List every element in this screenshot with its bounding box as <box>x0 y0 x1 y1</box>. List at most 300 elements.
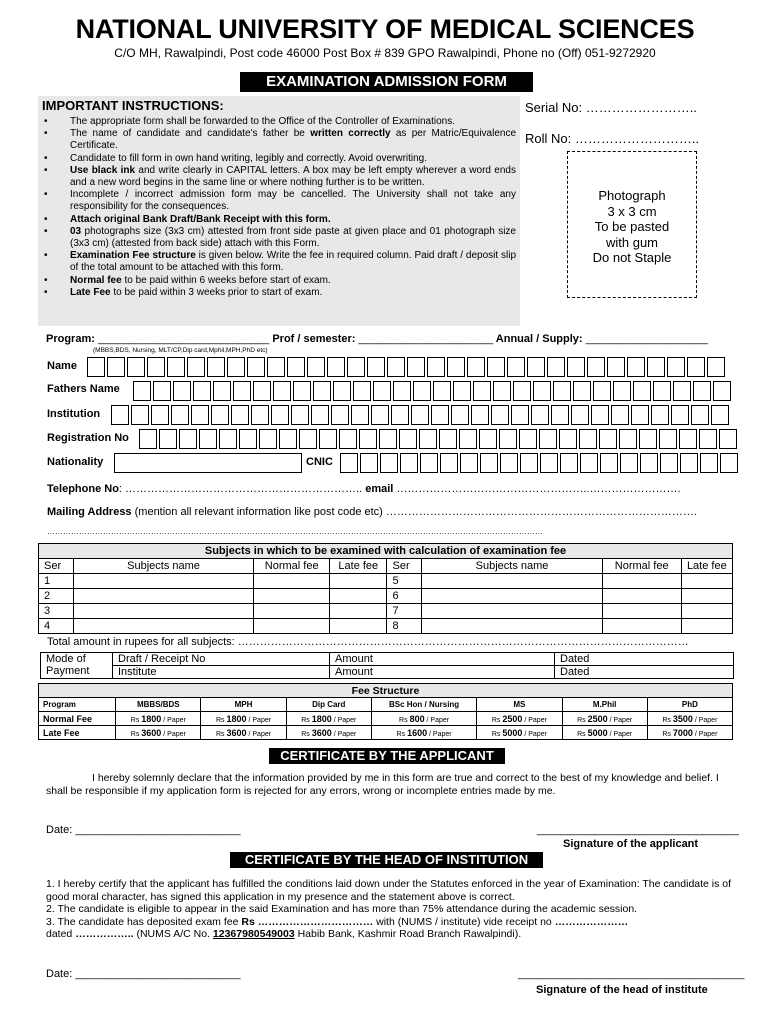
point-3-text: Habib Bank, Kashmir Road Branch Rawalpindi). <box>294 928 522 940</box>
dated-label[interactable]: Dated <box>555 666 734 679</box>
char-box[interactable] <box>299 429 317 449</box>
ser-cell: 1 <box>39 574 74 589</box>
head-signature-line[interactable]: _____________________________________ <box>518 968 745 980</box>
photo-placeholder <box>567 151 697 298</box>
amount-label[interactable]: Amount <box>330 666 555 679</box>
point-3-text: with (NUMS / institute) vide receipt no <box>373 915 555 928</box>
char-box[interactable] <box>460 453 478 473</box>
char-box[interactable] <box>611 405 629 425</box>
char-box[interactable] <box>511 405 529 425</box>
char-box[interactable] <box>367 357 385 377</box>
serial-no-field[interactable]: Serial No: …………………….. <box>525 100 697 115</box>
subject-cell[interactable] <box>422 619 602 634</box>
email-field[interactable]: ……………………………………………..……………………. <box>396 483 681 495</box>
char-box[interactable] <box>153 381 171 401</box>
char-box[interactable] <box>633 381 651 401</box>
subject-cell[interactable] <box>73 589 253 604</box>
char-box[interactable] <box>391 405 409 425</box>
fee-cell: Rs 2500 / Paper <box>562 712 647 726</box>
char-box[interactable] <box>459 429 477 449</box>
char-box[interactable] <box>691 405 709 425</box>
photo-line: with gum <box>605 234 659 250</box>
char-box[interactable] <box>531 405 549 425</box>
char-box[interactable] <box>173 381 191 401</box>
char-box[interactable] <box>640 453 658 473</box>
normal-fee-cell[interactable] <box>254 574 330 589</box>
fee-header-cell: Dip Card <box>286 698 371 712</box>
head-signature-label: Signature of the head of institute <box>536 984 708 996</box>
late-fee-cell[interactable] <box>330 589 387 604</box>
char-box[interactable] <box>591 405 609 425</box>
fee-cell: Rs 5000 / Paper <box>477 726 562 740</box>
applicant-date-field[interactable]: Date: ___________________________ <box>46 824 241 836</box>
char-box[interactable] <box>593 381 611 401</box>
char-box[interactable] <box>279 429 297 449</box>
char-box[interactable] <box>559 429 577 449</box>
ser-cell: 3 <box>39 604 74 619</box>
char-box[interactable] <box>480 453 498 473</box>
char-box[interactable] <box>353 381 371 401</box>
normal-fee-cell[interactable] <box>602 604 681 619</box>
mailing-address-field[interactable]: (mention all relevant information like post code etc) …………………………………………………………………………. <box>131 506 697 518</box>
normal-fee-cell[interactable] <box>602 574 681 589</box>
cnic-label: CNIC <box>306 456 333 468</box>
char-box[interactable] <box>651 405 669 425</box>
instruction-item: • The name of candidate and candidate's father be written correctly as per Matric/Equivalence Certificate. <box>42 128 516 152</box>
point-3-text: dated <box>46 928 76 940</box>
char-box[interactable] <box>420 453 438 473</box>
institute-label[interactable]: Institute <box>113 666 330 679</box>
char-box[interactable] <box>307 357 325 377</box>
program-label: Program: <box>46 333 95 345</box>
fee-header-cell: BSc Hon / Nursing <box>371 698 476 712</box>
table-row <box>39 574 733 589</box>
char-box[interactable] <box>233 381 251 401</box>
ser-cell: 5 <box>387 574 422 589</box>
program-field[interactable]: ____________________________ <box>97 333 270 345</box>
char-box[interactable] <box>627 357 645 377</box>
subjects-header-row <box>39 559 733 574</box>
university-address: C/O MH, Rawalpindi, Post code 46000 Post Box # 839 GPO Rawalpindi, Phone no (Off) 051-9272920 <box>114 46 656 60</box>
nationality-field[interactable] <box>114 453 302 473</box>
char-box[interactable] <box>499 429 517 449</box>
char-box[interactable] <box>179 429 197 449</box>
point-3-text: (NUMS A/C No. <box>133 928 213 940</box>
char-box[interactable] <box>371 405 389 425</box>
char-box[interactable] <box>131 405 149 425</box>
char-box[interactable] <box>667 357 685 377</box>
normal-fee-cell[interactable] <box>254 604 330 619</box>
instruction-item: • Examination Fee structure is given below. Write the fee in required column. Paid draft / deposit slip of the total amount to be attached with this form. <box>42 250 516 274</box>
ser-cell: 2 <box>39 589 74 604</box>
applicant-signature-label: Signature of the applicant <box>563 838 699 850</box>
char-box[interactable] <box>227 357 245 377</box>
cert-head-point-3 <box>46 916 732 941</box>
char-box[interactable] <box>711 405 729 425</box>
fee-header-cell: M.Phil <box>562 698 647 712</box>
draft-receipt-label[interactable]: Draft / Receipt No <box>113 653 330 666</box>
char-box[interactable] <box>553 381 571 401</box>
instruction-item: • 03 photographs size (3x3 cm) attested from front side paste at given place and 01 photograph size (3x3 cm) (attested from back side) attach with this Form. <box>42 226 516 250</box>
char-box[interactable] <box>211 405 229 425</box>
fee-header-cell: MS <box>477 698 562 712</box>
instruction-item: • Late Fee to be paid within 3 weeks prior to start of exam. <box>42 287 516 299</box>
annual-supply-field[interactable]: ____________________ <box>585 333 708 345</box>
char-box[interactable] <box>259 429 277 449</box>
char-box[interactable] <box>719 429 737 449</box>
subject-cell[interactable] <box>73 604 253 619</box>
char-box[interactable] <box>580 453 598 473</box>
total-amount-line[interactable]: Total amount in rupees for all subjects: …………………………………………………………………………………………………………… <box>47 636 689 648</box>
char-box[interactable] <box>247 357 265 377</box>
char-box[interactable] <box>319 429 337 449</box>
char-box[interactable] <box>231 405 249 425</box>
roll-no-field[interactable]: Roll No: ……………………….. <box>525 131 700 146</box>
cnic-boxes[interactable] <box>340 453 740 473</box>
char-box[interactable] <box>147 357 165 377</box>
char-box[interactable] <box>693 381 711 401</box>
col-late-fee: Late fee <box>330 559 387 574</box>
char-box[interactable] <box>700 453 718 473</box>
subject-cell[interactable] <box>422 574 602 589</box>
fee-cell: Rs 3600 / Paper <box>286 726 371 740</box>
fee-structure-header-row <box>39 698 733 712</box>
fee-header-cell: PhD <box>647 698 732 712</box>
char-box[interactable] <box>267 357 285 377</box>
char-box[interactable] <box>331 405 349 425</box>
char-box[interactable] <box>273 381 291 401</box>
instruction-item: • Attach original Bank Draft/Bank Receipt with this form. <box>42 214 516 226</box>
cert-head-text <box>46 878 732 941</box>
point-3-text: 3. The candidate has deposited exam fee <box>46 915 242 928</box>
late-fee-cell[interactable] <box>330 574 387 589</box>
mailing-address-label: Mailing Address <box>47 506 132 518</box>
char-box[interactable] <box>251 405 269 425</box>
char-box[interactable] <box>551 405 569 425</box>
fee-amount-field[interactable]: Rs …………………………… <box>241 915 374 928</box>
account-number: 12367980549003 <box>212 928 295 940</box>
fee-header-cell: MPH <box>201 698 286 712</box>
char-box[interactable] <box>439 429 457 449</box>
char-box[interactable] <box>431 405 449 425</box>
program-examples: (MBBS,BDS, Nursing, MLT/CP,Dip card,Mphil,MPH,PhD etc) <box>93 347 268 354</box>
char-box[interactable] <box>687 357 705 377</box>
col-subject-name: Subjects name <box>73 559 253 574</box>
char-box[interactable] <box>213 381 231 401</box>
fee-cell: Rs 7000 / Paper <box>647 726 732 740</box>
char-box[interactable] <box>187 357 205 377</box>
char-box[interactable] <box>340 453 358 473</box>
instruction-item: • Normal fee to be paid within 6 weeks before start of exam. <box>42 275 516 287</box>
late-fee-cell[interactable] <box>681 604 732 619</box>
late-fee-cell[interactable] <box>330 619 387 634</box>
cert-head-point-2: 2. The candidate is eligible to appear in the said Examination and has more than 75% attendance during the academic session. <box>46 903 638 915</box>
char-box[interactable] <box>567 357 585 377</box>
amount-label[interactable]: Amount <box>330 653 555 666</box>
mailing-address-line <box>47 506 697 518</box>
char-box[interactable] <box>519 429 537 449</box>
fee-row-normal <box>39 712 733 726</box>
char-box[interactable] <box>400 453 418 473</box>
col-subject-name: Subjects name <box>422 559 602 574</box>
fee-header-cell: Program <box>39 698 116 712</box>
table-row <box>39 589 733 604</box>
char-box[interactable] <box>547 357 565 377</box>
char-box[interactable] <box>699 429 717 449</box>
char-box[interactable] <box>479 429 497 449</box>
nationality-label: Nationality <box>47 456 104 468</box>
char-box[interactable] <box>679 429 697 449</box>
subjects-table-title: Subjects in which to be examined with calculation of examination fee <box>39 544 733 559</box>
normal-fee-cell[interactable] <box>254 619 330 634</box>
fee-row-label: Normal Fee <box>39 712 116 726</box>
char-box[interactable] <box>127 357 145 377</box>
telephone-field[interactable]: : ……………………………………………………….. <box>118 483 363 495</box>
char-box[interactable] <box>111 405 129 425</box>
institution-boxes[interactable] <box>111 405 731 425</box>
normal-fee-cell[interactable] <box>602 619 681 634</box>
char-box[interactable] <box>287 357 305 377</box>
char-box[interactable] <box>139 429 157 449</box>
form-title: EXAMINATION ADMISSION FORM <box>240 72 533 92</box>
fee-cell: Rs 1800 / Paper <box>286 712 371 726</box>
char-box[interactable] <box>467 357 485 377</box>
fee-structure-table <box>38 683 733 740</box>
cert-head-point-1: 1. I hereby certify that the applicant has fulfilled the conditions laid down under the Statutes enforced in the year of Examination: The candidate is of good moral character, has signed this application in my presence and the statement above is correct. <box>46 878 732 903</box>
char-box[interactable] <box>311 405 329 425</box>
char-box[interactable] <box>613 381 631 401</box>
fee-cell: Rs 1800 / Paper <box>116 712 201 726</box>
char-box[interactable] <box>507 357 525 377</box>
col-normal-fee: Normal fee <box>254 559 330 574</box>
char-box[interactable] <box>333 381 351 401</box>
char-box[interactable] <box>720 453 738 473</box>
instruction-item: • The appropriate form shall be forwarded to the Office of the Controller of Examinations. <box>42 116 516 128</box>
char-box[interactable] <box>313 381 331 401</box>
head-date-field[interactable]: Date: ___________________________ <box>46 968 241 980</box>
char-box[interactable] <box>631 405 649 425</box>
char-box[interactable] <box>239 429 257 449</box>
prof-semester-label: Prof / semester: <box>272 333 356 345</box>
char-box[interactable] <box>380 453 398 473</box>
char-box[interactable] <box>191 405 209 425</box>
subject-cell[interactable] <box>422 589 602 604</box>
char-box[interactable] <box>587 357 605 377</box>
char-box[interactable] <box>673 381 691 401</box>
char-box[interactable] <box>527 357 545 377</box>
dated-field[interactable]: …………….. <box>75 928 134 940</box>
char-box[interactable] <box>447 357 465 377</box>
fee-cell: Rs 800 / Paper <box>371 712 476 726</box>
receipt-no-field[interactable]: ………………… <box>554 915 629 928</box>
fee-cell: Rs 2500 / Paper <box>477 712 562 726</box>
char-box[interactable] <box>107 357 125 377</box>
cert-applicant-title: CERTIFICATE BY THE APPLICANT <box>269 748 505 764</box>
char-box[interactable] <box>493 381 511 401</box>
char-box[interactable] <box>167 357 185 377</box>
registration-no-boxes[interactable] <box>139 429 739 449</box>
late-fee-cell[interactable] <box>681 589 732 604</box>
mode-of-payment-label: Mode of Payment <box>41 653 113 679</box>
applicant-signature-line[interactable]: _________________________________ <box>537 824 739 836</box>
char-box[interactable] <box>473 381 491 401</box>
char-box[interactable] <box>680 453 698 473</box>
telephone-line <box>47 483 681 495</box>
late-fee-cell[interactable] <box>681 574 732 589</box>
prof-semester-field[interactable]: ______________________ <box>358 333 494 345</box>
char-box[interactable] <box>253 381 271 401</box>
col-ser: Ser <box>387 559 422 574</box>
mailing-address-field-2[interactable]: …………………………………………………………………………………………………………………………………………………………………… <box>47 527 543 536</box>
university-title: NATIONAL UNIVERSITY OF MEDICAL SCIENCES <box>75 14 695 44</box>
telephone-label: Telephone No <box>47 483 119 495</box>
institution-label: Institution <box>47 408 101 420</box>
char-box[interactable] <box>653 381 671 401</box>
instructions-list <box>42 116 516 299</box>
char-box[interactable] <box>433 381 451 401</box>
annual-supply-label: Annual / Supply: <box>495 333 583 345</box>
photo-line: Photograph <box>598 188 666 203</box>
normal-fee-cell[interactable] <box>254 589 330 604</box>
char-box[interactable] <box>351 405 369 425</box>
char-box[interactable] <box>291 405 309 425</box>
char-box[interactable] <box>399 429 417 449</box>
char-box[interactable] <box>571 405 589 425</box>
char-box[interactable] <box>573 381 591 401</box>
char-box[interactable] <box>133 381 151 401</box>
char-box[interactable] <box>413 381 431 401</box>
char-box[interactable] <box>579 429 597 449</box>
char-box[interactable] <box>647 357 665 377</box>
char-box[interactable] <box>533 381 551 401</box>
char-box[interactable] <box>407 357 425 377</box>
char-box[interactable] <box>359 429 377 449</box>
photo-line: To be pasted <box>594 219 670 234</box>
instructions-heading: IMPORTANT INSTRUCTIONS: <box>42 98 224 113</box>
program-row <box>46 333 708 345</box>
char-box[interactable] <box>607 357 625 377</box>
char-box[interactable] <box>293 381 311 401</box>
fathers-name-boxes[interactable] <box>133 381 733 401</box>
col-ser: Ser <box>39 559 74 574</box>
ser-cell: 7 <box>387 604 422 619</box>
payment-table <box>40 652 734 679</box>
char-box[interactable] <box>619 429 637 449</box>
dated-label[interactable]: Dated <box>555 653 734 666</box>
char-box[interactable] <box>713 381 731 401</box>
fee-cell: Rs 1600 / Paper <box>371 726 476 740</box>
fee-row-label: Late Fee <box>39 726 116 740</box>
subject-cell[interactable] <box>422 604 602 619</box>
char-box[interactable] <box>600 453 618 473</box>
char-box[interactable] <box>560 453 578 473</box>
late-fee-cell[interactable] <box>330 604 387 619</box>
fee-row-late <box>39 726 733 740</box>
fee-structure-title: Fee Structure <box>39 684 733 698</box>
normal-fee-cell[interactable] <box>602 589 681 604</box>
instruction-item: • Incomplete / incorrect admission form may be cancelled. The University shall not take any responsibility for the consequences. <box>42 189 516 213</box>
photo-line: Do not Staple <box>592 250 672 265</box>
instructions-box <box>38 96 520 326</box>
char-box[interactable] <box>393 381 411 401</box>
char-box[interactable] <box>639 429 657 449</box>
char-box[interactable] <box>171 405 189 425</box>
col-normal-fee: Normal fee <box>602 559 681 574</box>
fee-cell: Rs 1800 / Paper <box>201 712 286 726</box>
char-box[interactable] <box>379 429 397 449</box>
instruction-item: • Use black ink and write clearly in CAPITAL letters. A box may be left empty wherever a word ends and a new word begins in the same line or where nothing further is to be written. <box>42 165 516 189</box>
char-box[interactable] <box>159 429 177 449</box>
fathers-name-label: Fathers Name <box>47 383 120 395</box>
fee-header-cell: MBBS/BDS <box>116 698 201 712</box>
registration-no-label: Registration No <box>47 432 129 444</box>
char-box[interactable] <box>427 357 445 377</box>
char-box[interactable] <box>327 357 345 377</box>
char-box[interactable] <box>347 357 365 377</box>
fee-cell: Rs 3500 / Paper <box>647 712 732 726</box>
char-box[interactable] <box>151 405 169 425</box>
char-box[interactable] <box>271 405 289 425</box>
ser-cell: 4 <box>39 619 74 634</box>
cert-applicant-text: I hereby solemnly declare that the information provided by me in this form are true and correct to the best of my knowledge and belief. I shall be responsible if my application form is rejected for any errors, wrong or incomplete entries made by me. <box>46 772 719 797</box>
name-boxes[interactable] <box>87 357 727 377</box>
photo-line: 3 x 3 cm <box>607 203 657 219</box>
char-box[interactable] <box>193 381 211 401</box>
char-box[interactable] <box>520 453 538 473</box>
char-box[interactable] <box>500 453 518 473</box>
late-fee-cell[interactable] <box>681 619 732 634</box>
char-box[interactable] <box>540 453 558 473</box>
char-box[interactable] <box>199 429 217 449</box>
char-box[interactable] <box>360 453 378 473</box>
char-box[interactable] <box>453 381 471 401</box>
char-box[interactable] <box>513 381 531 401</box>
fee-cell: Rs 3600 / Paper <box>201 726 286 740</box>
fee-cell: Rs 3600 / Paper <box>116 726 201 740</box>
char-box[interactable] <box>411 405 429 425</box>
char-box[interactable] <box>339 429 357 449</box>
char-box[interactable] <box>659 429 677 449</box>
subject-cell[interactable] <box>73 574 253 589</box>
char-box[interactable] <box>620 453 638 473</box>
cert-head-title: CERTIFICATE BY THE HEAD OF INSTITUTION <box>230 852 543 868</box>
char-box[interactable] <box>87 357 105 377</box>
char-box[interactable] <box>219 429 237 449</box>
char-box[interactable] <box>491 405 509 425</box>
email-label: email <box>365 483 394 495</box>
char-box[interactable] <box>487 357 505 377</box>
char-box[interactable] <box>387 357 405 377</box>
name-label: Name <box>47 360 77 372</box>
fee-cell: Rs 5000 / Paper <box>562 726 647 740</box>
char-box[interactable] <box>599 429 617 449</box>
char-box[interactable] <box>471 405 489 425</box>
table-row <box>39 619 733 634</box>
ser-cell: 8 <box>387 619 422 634</box>
char-box[interactable] <box>671 405 689 425</box>
subject-cell[interactable] <box>73 619 253 634</box>
char-box[interactable] <box>451 405 469 425</box>
col-late-fee: Late fee <box>681 559 732 574</box>
char-box[interactable] <box>707 357 725 377</box>
char-box[interactable] <box>440 453 458 473</box>
char-box[interactable] <box>419 429 437 449</box>
char-box[interactable] <box>539 429 557 449</box>
char-box[interactable] <box>373 381 391 401</box>
instruction-item: • Candidate to fill form in own hand writing, legibly and correctly. Avoid overwriting. <box>42 153 516 165</box>
char-box[interactable] <box>660 453 678 473</box>
char-box[interactable] <box>207 357 225 377</box>
